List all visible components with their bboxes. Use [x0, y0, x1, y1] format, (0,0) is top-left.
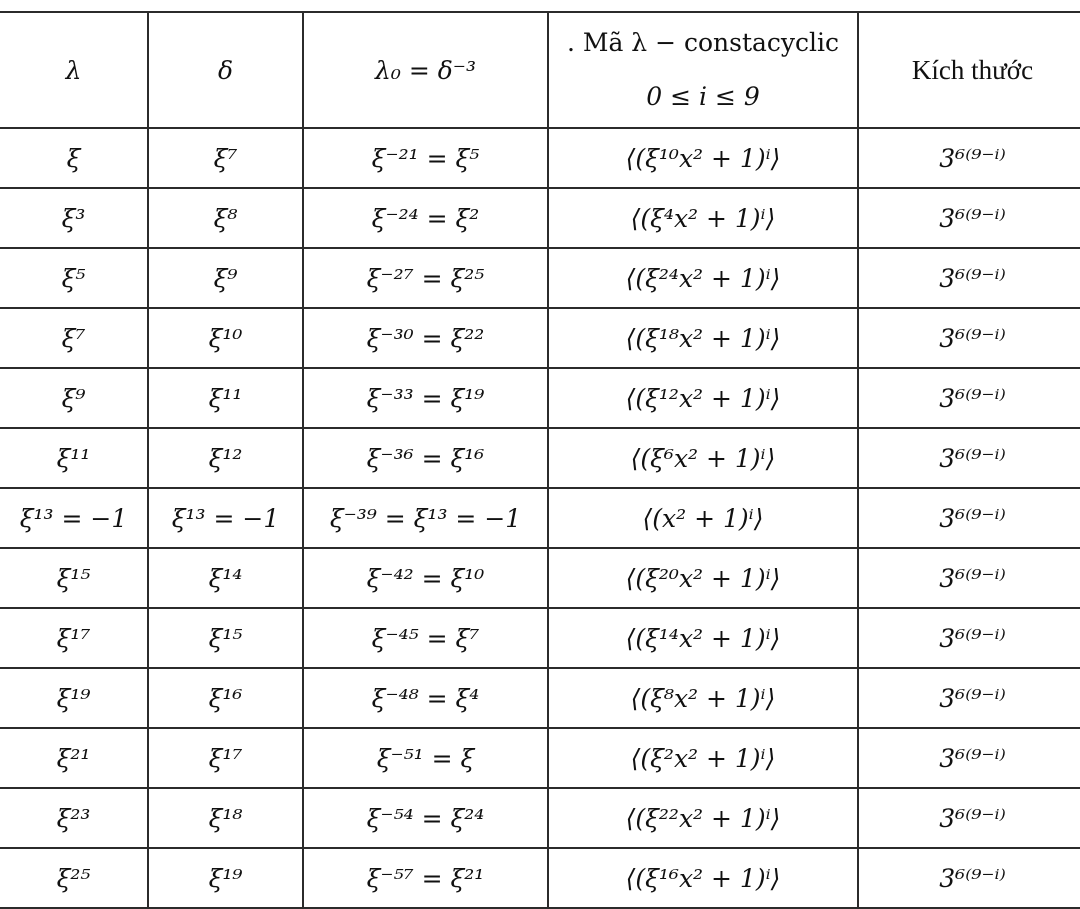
table-row — [0, 728, 1080, 788]
cell-delta: ξ¹⁹ — [148, 848, 303, 908]
cell-lambda: ξ²³ — [0, 788, 148, 848]
cell-size: 3⁶⁽⁹⁻ⁱ⁾ — [858, 728, 1080, 788]
cell-size: 3⁶⁽⁹⁻ⁱ⁾ — [858, 668, 1080, 728]
cell-lambda: ξ²⁵ — [0, 848, 148, 908]
cell-lambda0: ξ⁻³⁶ = ξ¹⁶ — [303, 428, 548, 488]
cell-code: ⟨(ξ²⁰x² + 1)ⁱ⟩ — [548, 548, 858, 608]
cell-size: 3⁶⁽⁹⁻ⁱ⁾ — [858, 188, 1080, 248]
cell-delta: ξ¹³ = −1 — [148, 488, 303, 548]
cell-lambda: ξ¹⁷ — [0, 608, 148, 668]
table-header-row — [0, 12, 1080, 128]
cell-code: ⟨(ξ¹⁴x² + 1)ⁱ⟩ — [548, 608, 858, 668]
cell-lambda0: ξ⁻⁴² = ξ¹⁰ — [303, 548, 548, 608]
table-row — [0, 608, 1080, 668]
cell-delta: ξ⁹ — [148, 248, 303, 308]
header-code-title: . Mã λ − constacyclic — [566, 28, 840, 57]
cell-size: 3⁶⁽⁹⁻ⁱ⁾ — [858, 308, 1080, 368]
cell-lambda0: ξ⁻⁴⁸ = ξ⁴ — [303, 668, 548, 728]
cell-delta: ξ¹² — [148, 428, 303, 488]
cell-size: 3⁶⁽⁹⁻ⁱ⁾ — [858, 848, 1080, 908]
cell-delta: ξ⁷ — [148, 128, 303, 188]
cell-lambda: ξ²¹ — [0, 728, 148, 788]
table-row — [0, 848, 1080, 908]
cell-delta: ξ¹¹ — [148, 368, 303, 428]
cell-size: 3⁶⁽⁹⁻ⁱ⁾ — [858, 368, 1080, 428]
cell-lambda0: ξ⁻³⁰ = ξ²² — [303, 308, 548, 368]
cell-code: ⟨(ξ¹⁶x² + 1)ⁱ⟩ — [548, 848, 858, 908]
table-row — [0, 308, 1080, 368]
cell-lambda: ξ⁵ — [0, 248, 148, 308]
cell-code: ⟨(ξ²²x² + 1)ⁱ⟩ — [548, 788, 858, 848]
cell-size: 3⁶⁽⁹⁻ⁱ⁾ — [858, 488, 1080, 548]
cell-size: 3⁶⁽⁹⁻ⁱ⁾ — [858, 788, 1080, 848]
table-row — [0, 488, 1080, 548]
header-code — [548, 12, 858, 128]
cell-lambda: ξ¹⁹ — [0, 668, 148, 728]
cell-delta: ξ¹⁵ — [148, 608, 303, 668]
table-row — [0, 548, 1080, 608]
cell-size: 3⁶⁽⁹⁻ⁱ⁾ — [858, 608, 1080, 668]
cell-lambda0: ξ⁻⁴⁵ = ξ⁷ — [303, 608, 548, 668]
cell-lambda: ξ³ — [0, 188, 148, 248]
cell-lambda: ξ¹¹ — [0, 428, 148, 488]
cell-code: ⟨(ξ¹²x² + 1)ⁱ⟩ — [548, 368, 858, 428]
cell-delta: ξ¹⁴ — [148, 548, 303, 608]
cell-code: ⟨(ξ¹⁸x² + 1)ⁱ⟩ — [548, 308, 858, 368]
cell-delta: ξ¹⁷ — [148, 728, 303, 788]
table-row — [0, 668, 1080, 728]
cell-size: 3⁶⁽⁹⁻ⁱ⁾ — [858, 128, 1080, 188]
cell-lambda: ξ⁷ — [0, 308, 148, 368]
cell-code: ⟨(ξ¹⁰x² + 1)ⁱ⟩ — [548, 128, 858, 188]
cell-lambda: ξ — [0, 128, 148, 188]
cell-lambda0: ξ⁻²⁴ = ξ² — [303, 188, 548, 248]
cell-code: ⟨(x² + 1)ⁱ⟩ — [548, 488, 858, 548]
cell-lambda0: ξ⁻⁵¹ = ξ — [303, 728, 548, 788]
header-code-range: 0 ≤ i ≤ 9 — [646, 82, 760, 111]
cell-lambda0: ξ⁻³⁹ = ξ¹³ = −1 — [303, 488, 548, 548]
cell-lambda0: ξ⁻²¹ = ξ⁵ — [303, 128, 548, 188]
cell-lambda: ξ¹⁵ — [0, 548, 148, 608]
header-size: Kích thước — [858, 12, 1080, 128]
cell-delta: ξ⁸ — [148, 188, 303, 248]
header-lambda0: λ₀ = δ⁻³ — [303, 12, 548, 128]
cell-lambda: ξ⁹ — [0, 368, 148, 428]
cell-code: ⟨(ξ²x² + 1)ⁱ⟩ — [548, 728, 858, 788]
table-row — [0, 368, 1080, 428]
cell-delta: ξ¹⁰ — [148, 308, 303, 368]
cell-lambda0: ξ⁻⁵⁴ = ξ²⁴ — [303, 788, 548, 848]
table-row — [0, 188, 1080, 248]
cell-code: ⟨(ξ⁸x² + 1)ⁱ⟩ — [548, 668, 858, 728]
cell-lambda0: ξ⁻³³ = ξ¹⁹ — [303, 368, 548, 428]
cell-lambda: ξ¹³ = −1 — [0, 488, 148, 548]
cell-size: 3⁶⁽⁹⁻ⁱ⁾ — [858, 548, 1080, 608]
cell-lambda0: ξ⁻²⁷ = ξ²⁵ — [303, 248, 548, 308]
header-lambda: λ — [0, 12, 148, 128]
cell-code: ⟨(ξ²⁴x² + 1)ⁱ⟩ — [548, 248, 858, 308]
table-row — [0, 128, 1080, 188]
table-row — [0, 428, 1080, 488]
cell-code: ⟨(ξ⁶x² + 1)ⁱ⟩ — [548, 428, 858, 488]
cell-size: 3⁶⁽⁹⁻ⁱ⁾ — [858, 248, 1080, 308]
cell-delta: ξ¹⁶ — [148, 668, 303, 728]
cell-lambda0: ξ⁻⁵⁷ = ξ²¹ — [303, 848, 548, 908]
cell-size: 3⁶⁽⁹⁻ⁱ⁾ — [858, 428, 1080, 488]
header-delta: δ — [148, 12, 303, 128]
table-row — [0, 788, 1080, 848]
cell-code: ⟨(ξ⁴x² + 1)ⁱ⟩ — [548, 188, 858, 248]
cell-delta: ξ¹⁸ — [148, 788, 303, 848]
table-row — [0, 248, 1080, 308]
constacyclic-codes-table — [0, 11, 1080, 909]
